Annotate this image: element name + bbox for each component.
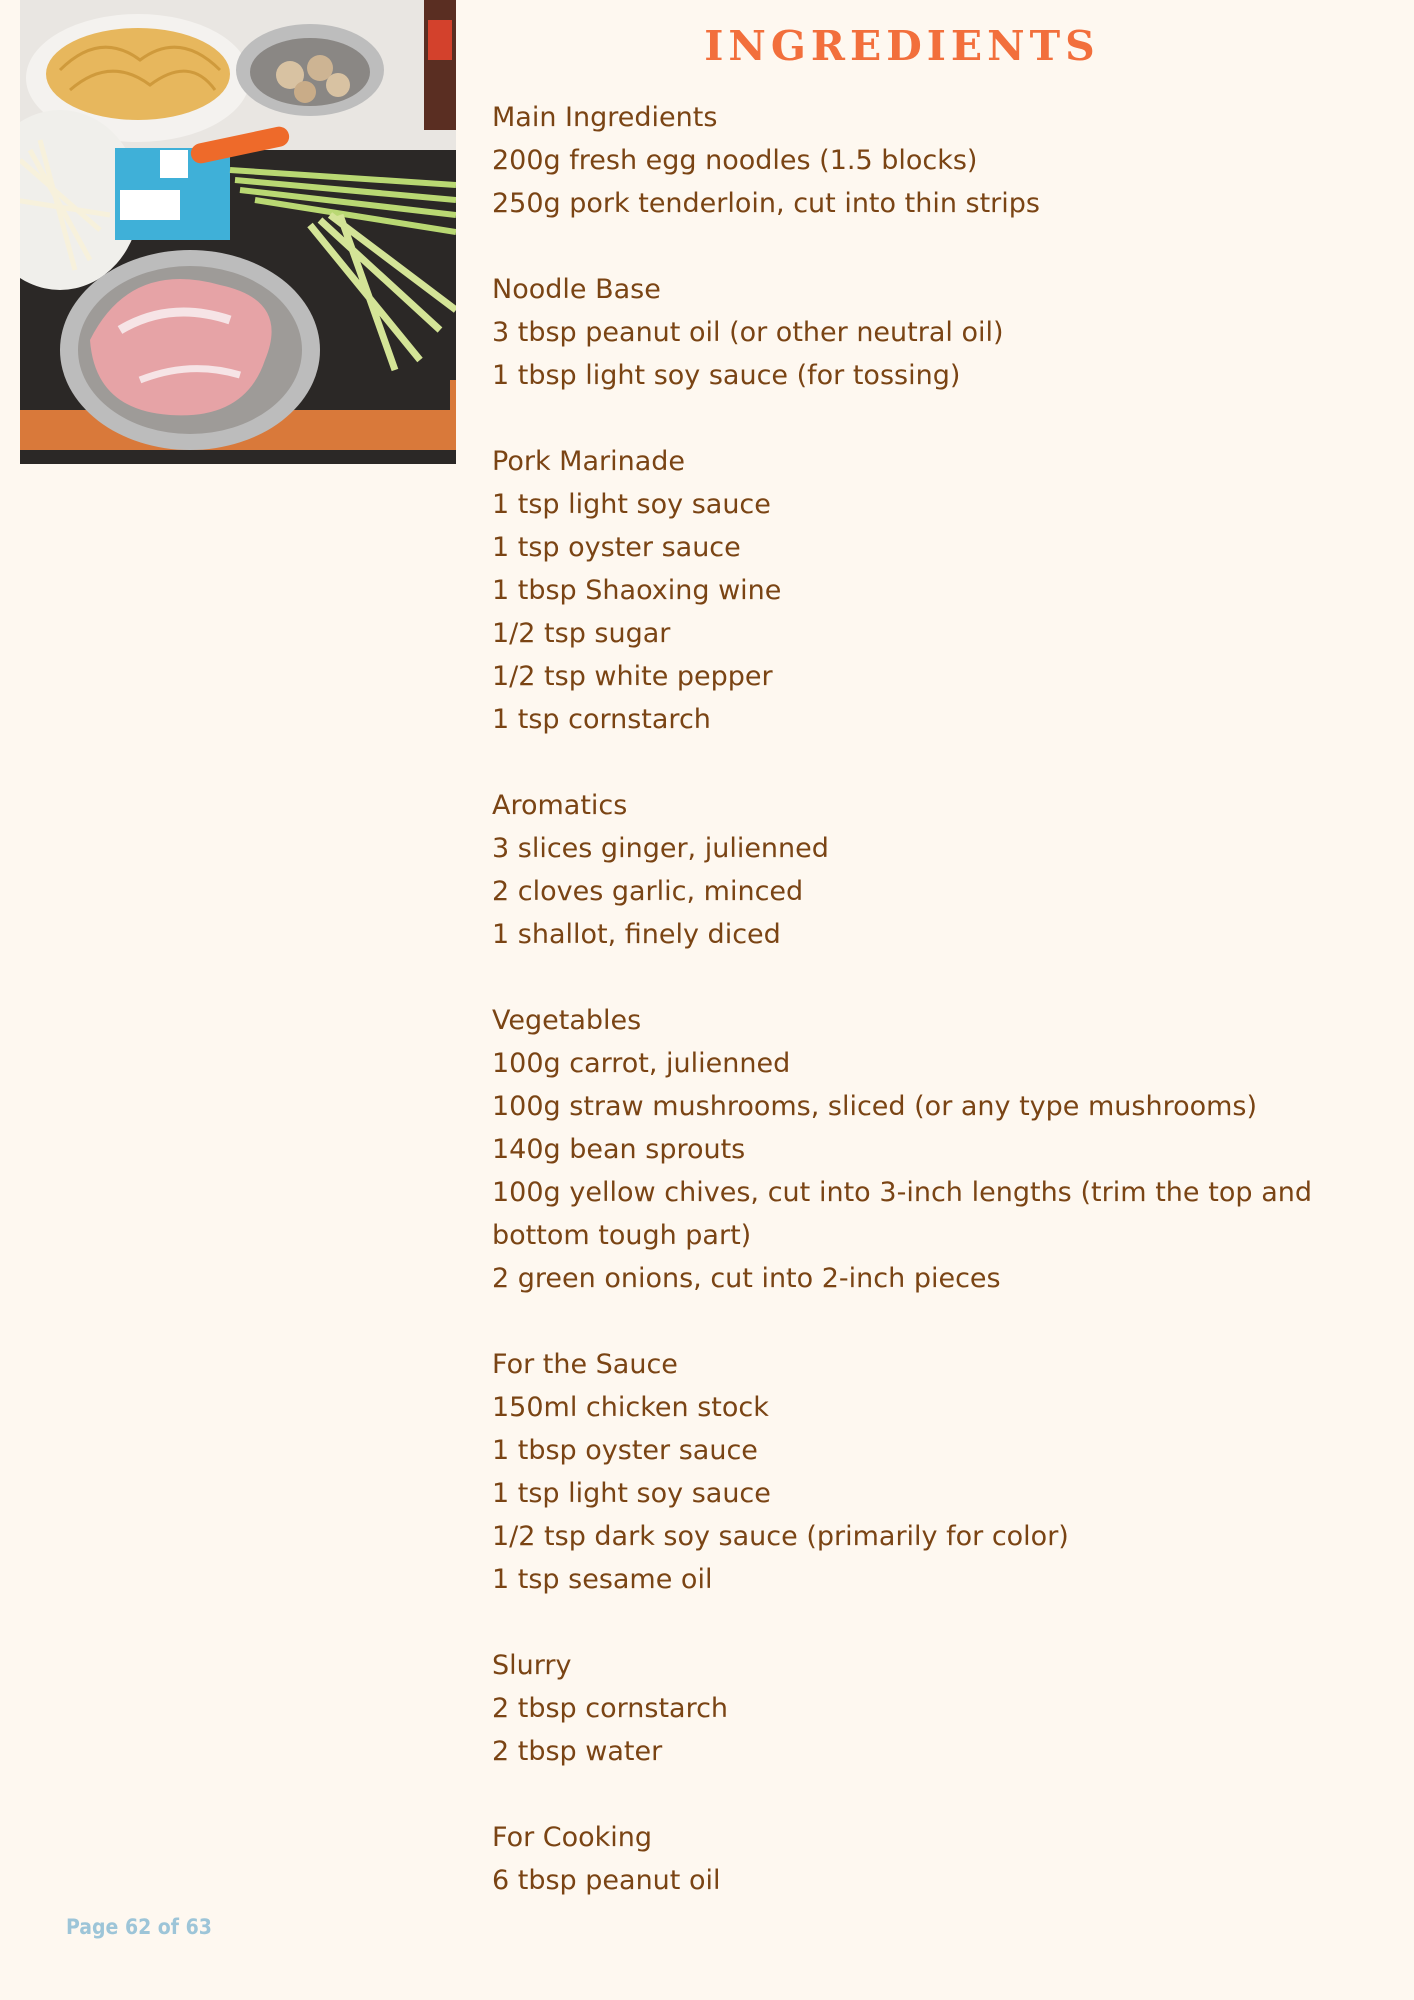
ingredient-item: 1/2 tsp dark soy sauce (primarily for color) bbox=[492, 1521, 1069, 1552]
ingredient-item: 100g carrot, julienned bbox=[492, 1048, 791, 1079]
ingredient-item: 1 tbsp light soy sauce (for tossing) bbox=[492, 360, 961, 391]
page-title: INGREDIENTS bbox=[704, 22, 1100, 70]
ingredients-photo bbox=[20, 0, 456, 464]
group-heading: For Cooking bbox=[492, 1822, 653, 1853]
ingredient-item: 150ml chicken stock bbox=[492, 1392, 769, 1423]
ingredient-item: 2 cloves garlic, minced bbox=[492, 876, 804, 907]
ingredient-item: 2 green onions, cut into 2-inch pieces bbox=[492, 1263, 1001, 1294]
group-heading: Aromatics bbox=[492, 790, 628, 821]
ingredient-item: 2 tbsp water bbox=[492, 1736, 663, 1767]
ingredient-item: 100g yellow chives, cut into 3-inch lengths (trim the top and bottom tough part) bbox=[492, 1177, 1312, 1251]
ingredient-group bbox=[492, 440, 1312, 741]
ingredient-group bbox=[492, 1343, 1312, 1601]
group-heading: Main Ingredients bbox=[492, 102, 718, 133]
ingredient-item: 1 tbsp oyster sauce bbox=[492, 1435, 758, 1466]
group-heading: For the Sauce bbox=[492, 1349, 678, 1380]
ingredient-item: 6 tbsp peanut oil bbox=[492, 1865, 721, 1896]
ingredients-list bbox=[492, 96, 1312, 1945]
group-heading: Noodle Base bbox=[492, 274, 661, 305]
ingredient-item: 1 tsp light soy sauce bbox=[492, 1478, 771, 1509]
ingredient-item: 1 tbsp Shaoxing wine bbox=[492, 575, 782, 606]
ingredient-group bbox=[492, 784, 1312, 956]
ingredient-group bbox=[492, 96, 1312, 225]
ingredient-group bbox=[492, 268, 1312, 397]
ingredient-item: 1 tsp light soy sauce bbox=[492, 489, 771, 520]
ingredient-item: 3 tbsp peanut oil (or other neutral oil) bbox=[492, 317, 1004, 348]
ingredient-group bbox=[492, 999, 1312, 1300]
ingredient-item: 1/2 tsp white pepper bbox=[492, 661, 773, 692]
ingredient-item: 1 shallot, finely diced bbox=[492, 919, 781, 950]
ingredient-item: 200g fresh egg noodles (1.5 blocks) bbox=[492, 145, 978, 176]
ingredient-item: 250g pork tenderloin, cut into thin strips bbox=[492, 188, 1040, 219]
ingredient-group bbox=[492, 1644, 1312, 1773]
ingredient-item: 1 tsp oyster sauce bbox=[492, 532, 741, 563]
ingredient-item: 2 tbsp cornstarch bbox=[492, 1693, 729, 1724]
ingredient-item: 1/2 tsp sugar bbox=[492, 618, 671, 649]
ingredient-item: 1 tsp cornstarch bbox=[492, 704, 711, 735]
ingredient-item: 3 slices ginger, julienned bbox=[492, 833, 829, 864]
ingredient-group bbox=[492, 1816, 1312, 1902]
group-heading: Slurry bbox=[492, 1650, 572, 1681]
ingredient-item: 140g bean sprouts bbox=[492, 1134, 746, 1165]
ingredient-item: 1 tsp sesame oil bbox=[492, 1564, 713, 1595]
ingredient-item: 100g straw mushrooms, sliced (or any type mushrooms) bbox=[492, 1091, 1258, 1122]
page-number: Page 62 of 63 bbox=[66, 1915, 212, 1939]
group-heading: Pork Marinade bbox=[492, 446, 686, 477]
group-heading: Vegetables bbox=[492, 1005, 642, 1036]
